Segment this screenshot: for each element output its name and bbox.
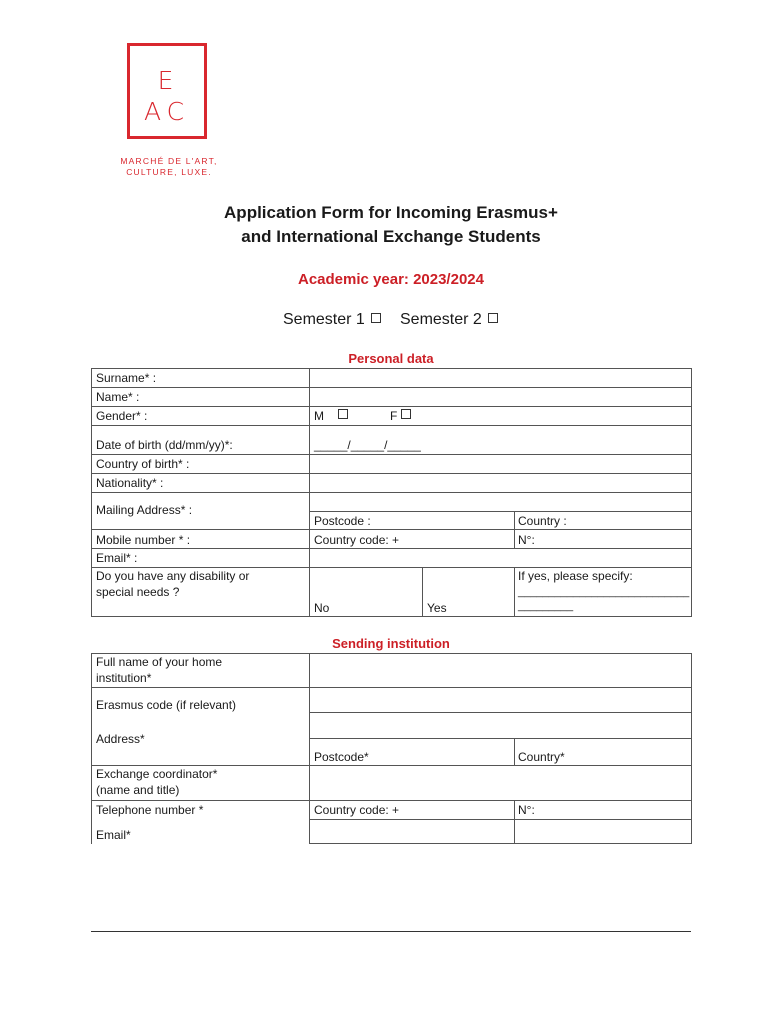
semester1-label: Semester 1 bbox=[283, 311, 365, 328]
mailing-address-label: Mailing Address* : bbox=[96, 503, 193, 517]
disability-specify-blank2[interactable]: _________ bbox=[518, 600, 574, 612]
form-title-line2: and International Exchange Students bbox=[241, 227, 541, 246]
email-label: Email* : bbox=[96, 551, 138, 565]
home-institution-label-line2: institution* bbox=[96, 671, 152, 685]
institution-email-label: Email* bbox=[96, 828, 131, 842]
semester2-checkbox[interactable] bbox=[488, 313, 498, 323]
nationality-input[interactable] bbox=[310, 474, 691, 492]
disability-specify-label: If yes, please specify: bbox=[518, 569, 633, 583]
telephone-label: Telephone number * bbox=[96, 803, 204, 817]
footer-divider bbox=[91, 931, 691, 932]
country-of-birth-input[interactable] bbox=[310, 455, 691, 473]
gender-f-label: F bbox=[390, 409, 398, 423]
disability-specify-blank1[interactable]: ____________________________ bbox=[518, 586, 690, 598]
email-input[interactable] bbox=[310, 549, 691, 567]
telephone-country-code-field[interactable]: Country code: + bbox=[314, 803, 400, 817]
mobile-label: Mobile number * : bbox=[96, 533, 191, 547]
disability-yes-option[interactable]: Yes bbox=[427, 601, 447, 615]
mailing-country-field[interactable]: Country : bbox=[518, 514, 567, 528]
gender-f-option[interactable] bbox=[390, 408, 411, 424]
mobile-country-code-field[interactable]: Country code: + bbox=[314, 533, 400, 547]
gender-f-checkbox[interactable] bbox=[401, 409, 411, 419]
gender-label: Gender* : bbox=[96, 409, 148, 423]
institution-email-input[interactable] bbox=[310, 820, 691, 843]
home-institution-label-line1: Full name of your home bbox=[96, 655, 223, 669]
surname-label: Surname* : bbox=[96, 371, 157, 385]
institution-postcode-field[interactable]: Postcode* bbox=[314, 750, 369, 764]
surname-input[interactable] bbox=[310, 369, 691, 387]
disability-label-line2: special needs ? bbox=[96, 585, 180, 599]
logo-tagline-line1: MARCHÉ DE L'ART, bbox=[120, 156, 218, 166]
telephone-number-field[interactable]: N°: bbox=[518, 803, 535, 817]
coordinator-input[interactable] bbox=[310, 766, 691, 800]
semester1-checkbox[interactable] bbox=[371, 313, 381, 323]
personal-data-heading: Personal data bbox=[348, 351, 434, 366]
disability-label-line1: Do you have any disability or bbox=[96, 569, 250, 583]
coordinator-label-line2: (name and title) bbox=[96, 783, 180, 797]
semester2-option[interactable] bbox=[400, 311, 498, 329]
dob-input[interactable]: _____/_____/_____ bbox=[314, 438, 421, 452]
nationality-label: Nationality* : bbox=[96, 476, 164, 490]
dob-label: Date of birth (dd/mm/yy)*: bbox=[96, 438, 233, 452]
erasmus-code-input[interactable] bbox=[310, 688, 691, 712]
institution-address-input[interactable] bbox=[310, 713, 691, 738]
name-input[interactable] bbox=[310, 388, 691, 406]
logo-tagline-line2: CULTURE, LUXE. bbox=[126, 167, 212, 177]
mobile-number-field[interactable]: N°: bbox=[518, 533, 535, 547]
coordinator-label-line1: Exchange coordinator* bbox=[96, 767, 218, 781]
logo-letters-ac: AC bbox=[143, 97, 191, 126]
institution-address-label: Address* bbox=[96, 732, 145, 746]
gender-m-checkbox[interactable] bbox=[338, 409, 348, 419]
institution-country-field[interactable]: Country* bbox=[518, 750, 565, 764]
mailing-address-input[interactable] bbox=[310, 493, 691, 511]
home-institution-input[interactable] bbox=[310, 654, 691, 687]
semester2-label: Semester 2 bbox=[400, 311, 482, 328]
form-title-line1: Application Form for Incoming Erasmus+ bbox=[224, 203, 558, 222]
country-of-birth-label: Country of birth* : bbox=[96, 457, 190, 471]
disability-no-option[interactable]: No bbox=[314, 601, 330, 615]
gender-m-option[interactable] bbox=[314, 408, 348, 424]
sending-institution-heading: Sending institution bbox=[332, 636, 450, 651]
logo-letter-e: E bbox=[157, 66, 177, 95]
eac-logo bbox=[127, 43, 207, 139]
academic-year: Academic year: 2023/2024 bbox=[298, 271, 484, 288]
name-label: Name* : bbox=[96, 390, 140, 404]
mailing-postcode-field[interactable]: Postcode : bbox=[314, 514, 371, 528]
semester1-option[interactable] bbox=[283, 311, 381, 329]
gender-m-label: M bbox=[314, 409, 324, 423]
erasmus-code-label: Erasmus code (if relevant) bbox=[96, 698, 237, 712]
